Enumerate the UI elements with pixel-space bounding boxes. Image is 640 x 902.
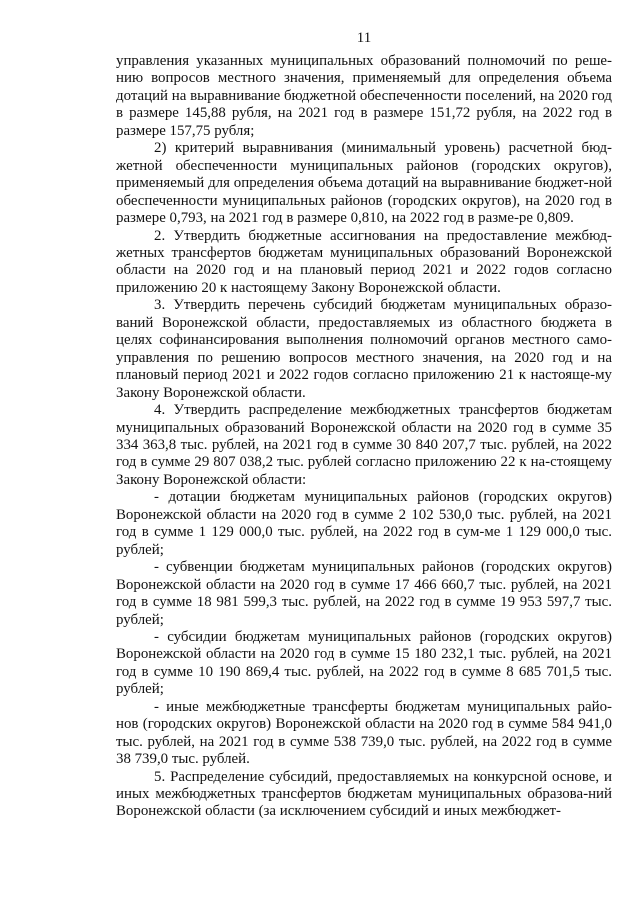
paragraph-9: - иные межбюджетные трансферты бюджетам муниципальных райо-нов (городских округов) Воронежской области на 2020 год в сумме 584 941,0 тыс. рублей, на 2021 год в сумме 538 739,0 тыс. рублей, на 2022 год в сумме 38 739,0 тыс. рублей.	[116, 698, 612, 768]
paragraph-1: управления указанных муниципальных образований полномочий по реше-нию вопросов местного значения, применяемый для определения объема дотаций на выравнивание бюджетной обеспеченности поселений, на 2020 год в размере 145,88 рубля, на 2021 год в размере 151,72 рубля, на 2022 год в размере 157,75 рубля;	[116, 53, 612, 139]
paragraph-5: 4. Утвердить распределение межбюджетных трансфертов бюджетам муниципальных образований Воронежской области на 2020 год в сумме 35 334 363,8 тыс. рублей, на 2021 год в сумме 30 840 207,7 тыс. рублей, на 2022 год в сумме 29 807 038,2 тыс. рублей согласно приложению 22 к на-стоящему Закону Воронежской области:	[116, 402, 612, 488]
paragraph-10: 5. Распределение субсидий, предоставляемых на конкурсной основе, и иных межбюджетных трансфертов бюджетам муниципальных образова-ний Воронежской области (за исключением субсидий и иных межбюджет-	[116, 768, 612, 820]
paragraph-3: 2. Утвердить бюджетные ассигнования на предоставление межбюд-жетных трансфертов бюджетам муниципальных образований Воронежской области на 2020 год и на плановый период 2021 и 2022 годов согласно приложению 20 к настоящему Закону Воронежской области.	[116, 227, 612, 296]
paragraph-2: 2) критерий выравнивания (минимальный уровень) расчетной бюд-жетной обеспеченности муниципальных районов (городских округов), применяемый для определения объема дотаций на выравнивание бюджет-ной обеспеченности муниципальных районов (городских округов), на 2020 год в размере 0,793, на 2021 год в размере 0,810, на 2022 год в разме-ре 0,809.	[116, 140, 612, 227]
paragraph-7: - субвенции бюджетам муниципальных районов (городских округов) Воронежской области на 2020 год в сумме 17 466 660,7 тыс. рублей, на 2021 год в сумме 18 981 599,3 тыс. рублей, на 2022 год в сумме 19 953 597,7 тыс. рублей;	[116, 559, 612, 628]
page-number: 11	[356, 30, 372, 46]
paragraph-4: 3. Утвердить перечень субсидий бюджетам муниципальных образо-ваний Воронежской области, предоставляемых из областного бюджета в целях софинансирования выполнения полномочий органов местного само-управления по решению вопросов местного значения, на 2020 год и на плановый период 2021 и 2022 годов согласно приложению 21 к настояще-му Закону Воронежской области.	[116, 297, 612, 401]
document-body	[116, 53, 612, 821]
paragraph-6: - дотации бюджетам муниципальных районов (городских округов) Воронежской области на 2020 год в сумме 2 102 530,0 тыс. рублей, на 2021 год в сумме 1 129 000,0 тыс. рублей, на 2022 год в сум-ме 1 129 000,0 тыс. рублей;	[116, 489, 612, 558]
paragraph-8: - субсидии бюджетам муниципальных районов (городских округов) Воронежской области на 2020 год в сумме 15 180 232,1 тыс. рублей, на 2021 год в сумме 10 190 869,4 тыс. рублей, на 2022 год в сумме 8 685 701,5 тыс. рублей;	[116, 628, 612, 698]
